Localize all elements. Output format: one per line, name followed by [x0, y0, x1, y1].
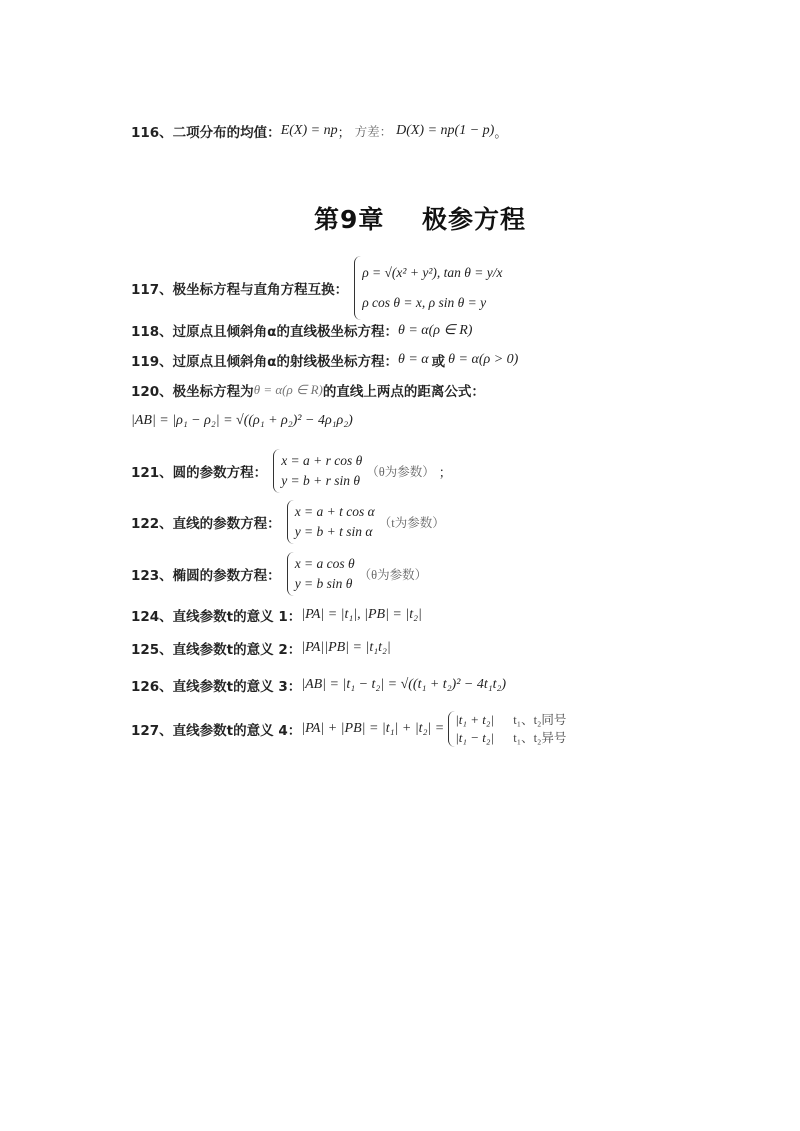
inline-formula: θ = α(ρ ∈ R) — [253, 382, 323, 397]
system-row-2: y = b sin θ — [294, 576, 353, 591]
system-row-2: y = b + t sin α — [294, 524, 373, 539]
param-note: （t为参数） — [378, 516, 445, 530]
system-row-2: y = b + r sin θ — [281, 473, 361, 488]
item-122-label: 122、直线的参数方程： — [131, 516, 281, 532]
item-118 — [131, 320, 472, 340]
item-116-label: 116、二项分布的均值： — [131, 125, 281, 141]
ray-formula-2: θ = α(ρ > 0) — [448, 352, 519, 367]
mean-formula: E(X) = np — [280, 123, 338, 138]
variance-formula: D(X) = np(1 − p) — [396, 123, 495, 138]
item-127-label: 127、直线参数t的意义 4： — [131, 723, 302, 739]
param-note: （θ为参数） — [366, 465, 435, 479]
item-125-label: 125、直线参数t的意义 2： — [131, 642, 302, 658]
case-row-2 — [455, 729, 566, 747]
item-122 — [131, 500, 449, 544]
item-126 — [131, 675, 506, 695]
item-124-label: 124、直线参数t的意义 1： — [131, 609, 302, 625]
or-word: 或 — [431, 354, 446, 370]
item-120-label-b: 的直线上两点的距离公式： — [322, 384, 485, 400]
case-2-condition: t₁、t₂异号 — [513, 731, 567, 745]
item-123 — [131, 552, 431, 596]
variance-label: 方差： — [354, 125, 393, 139]
item-119 — [131, 350, 518, 370]
polar-distance-formula: |AB| = |ρ₁ − ρ₂| = √((ρ₁ + ρ₂)² − 4ρ₁ρ₂) — [131, 413, 353, 428]
item-116 — [131, 121, 507, 141]
item-126-label: 126、直线参数t的意义 3： — [131, 679, 302, 695]
item-117-label: 117、极坐标方程与直角方程互换： — [131, 282, 349, 298]
period: 。 — [494, 124, 508, 140]
meaning-3-formula: |AB| = |t₁ − t₂| = √((t₁ + t₂)² − 4t₁t₂) — [301, 677, 507, 692]
ellipse-param-system — [287, 552, 355, 596]
system-row-1: x = a cos θ — [294, 556, 355, 571]
case-row-1 — [455, 711, 566, 729]
circle-param-system — [273, 449, 362, 493]
item-125 — [131, 638, 391, 658]
meaning-2-formula: |PA||PB| = |t₁t₂| — [301, 640, 391, 655]
line-polar-formula: θ = α(ρ ∈ R) — [397, 322, 473, 338]
line-param-system — [287, 500, 375, 544]
item-121-label: 121、圆的参数方程： — [131, 465, 268, 481]
item-118-label: 118、过原点且倾斜角α的直线极坐标方程： — [131, 324, 398, 340]
item-120-label-a: 120、极坐标方程为 — [131, 384, 254, 400]
case-2-expr: |t₁ − t₂| — [455, 730, 494, 745]
item-120-formula-line — [131, 413, 353, 429]
system-row-2: ρ cos θ = x, ρ sin θ = y — [362, 295, 487, 310]
item-124 — [131, 605, 422, 625]
meaning-1-formula: |PA| = |t₁|, |PB| = |t₂| — [301, 607, 422, 622]
item-119-label: 119、过原点且倾斜角α的射线极坐标方程： — [131, 354, 398, 370]
ray-formula-1: θ = α — [397, 352, 429, 367]
system-row-1: x = a + t cos α — [294, 504, 375, 519]
polar-conversion-system — [354, 256, 502, 320]
case-1-expr: |t₁ + t₂| — [455, 712, 494, 727]
separator: ； — [337, 124, 351, 140]
param-note: （θ为参数） — [358, 568, 428, 582]
chapter-title: 第9章 极参方程 — [313, 205, 527, 234]
meaning-4-cases — [448, 711, 566, 747]
system-row-1: x = a + r cos θ — [281, 453, 363, 468]
case-1-condition: t₁、t₂同号 — [513, 713, 567, 727]
item-117 — [131, 256, 502, 320]
item-123-label: 123、椭圆的参数方程： — [131, 568, 281, 584]
semicolon: ； — [438, 464, 452, 480]
meaning-4-lhs: |PA| + |PB| = |t₁| + |t₂| = — [301, 721, 445, 736]
item-120 — [131, 380, 485, 400]
item-127 — [131, 711, 566, 747]
system-row-1: ρ = √(x² + y²), tan θ = y/x — [362, 265, 503, 280]
item-121 — [131, 449, 452, 493]
